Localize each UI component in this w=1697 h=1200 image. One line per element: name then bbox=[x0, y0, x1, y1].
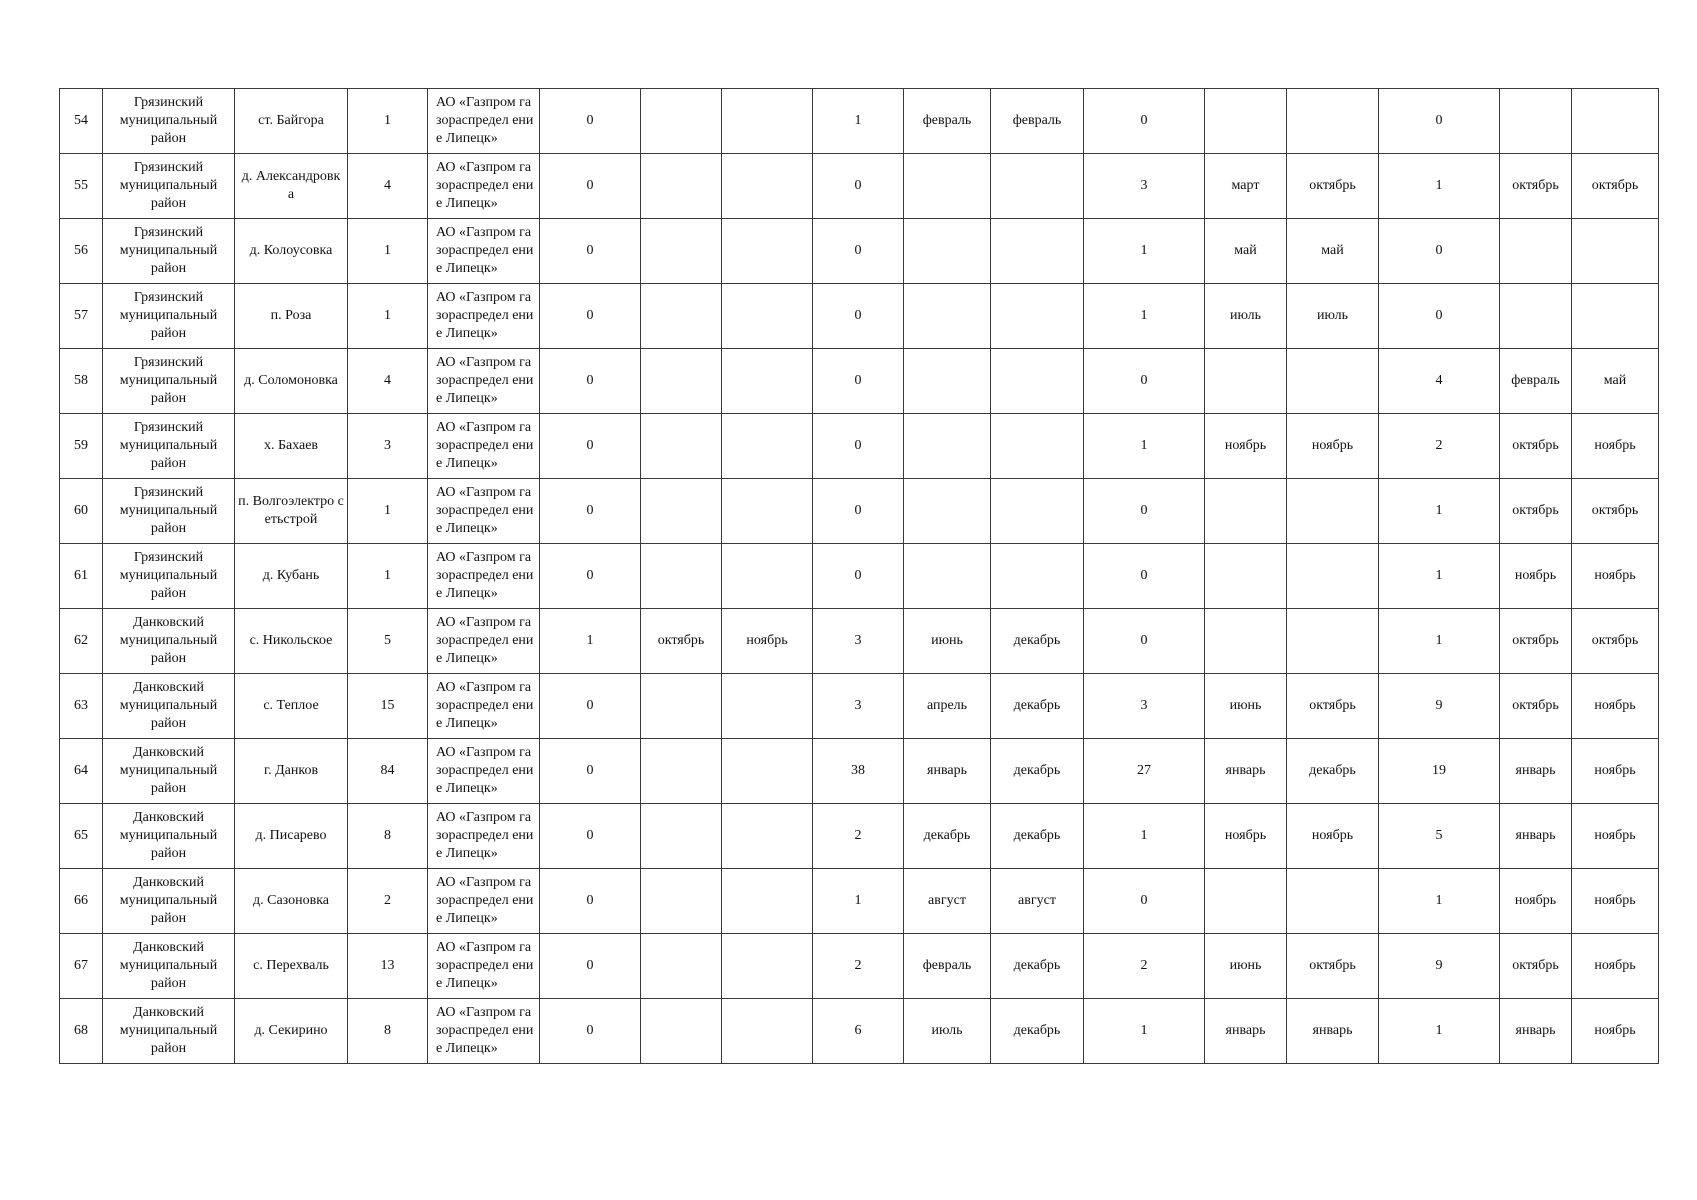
period1-count-cell: 0 bbox=[540, 479, 641, 544]
period3-count-cell: 2 bbox=[1084, 934, 1205, 999]
row-number-cell: 60 bbox=[60, 479, 103, 544]
period1-end-cell bbox=[722, 869, 813, 934]
district-cell: Грязинский муниципальный район bbox=[103, 544, 235, 609]
period3-end-cell bbox=[1287, 349, 1379, 414]
period3-start-cell: март bbox=[1205, 154, 1287, 219]
period4-count-cell: 9 bbox=[1379, 934, 1500, 999]
period2-start-cell: август bbox=[904, 869, 991, 934]
period3-end-cell: ноябрь bbox=[1287, 804, 1379, 869]
period3-start-cell bbox=[1205, 544, 1287, 609]
district-cell: Данковский муниципальный район bbox=[103, 739, 235, 804]
row-number-cell: 65 bbox=[60, 804, 103, 869]
period4-start-cell: ноябрь bbox=[1500, 544, 1572, 609]
period2-end-cell bbox=[991, 544, 1084, 609]
table-row bbox=[60, 869, 1659, 934]
period3-end-cell bbox=[1287, 609, 1379, 674]
period3-count-cell: 1 bbox=[1084, 284, 1205, 349]
period1-count-cell: 1 bbox=[540, 609, 641, 674]
period1-count-cell: 0 bbox=[540, 999, 641, 1064]
period3-start-cell bbox=[1205, 479, 1287, 544]
period1-start-cell bbox=[641, 999, 722, 1064]
period3-count-cell: 27 bbox=[1084, 739, 1205, 804]
period3-start-cell: январь bbox=[1205, 999, 1287, 1064]
organization-cell: АО «Газпром газораспредел ение Липецк» bbox=[428, 479, 540, 544]
period1-start-cell bbox=[641, 544, 722, 609]
period2-count-cell: 0 bbox=[813, 479, 904, 544]
period3-start-cell: июнь bbox=[1205, 934, 1287, 999]
period3-count-cell: 0 bbox=[1084, 479, 1205, 544]
settlement-cell: д. Соломоновка bbox=[235, 349, 348, 414]
period3-count-cell: 0 bbox=[1084, 544, 1205, 609]
period1-count-cell: 0 bbox=[540, 674, 641, 739]
total-count-cell: 5 bbox=[348, 609, 428, 674]
period1-end-cell bbox=[722, 934, 813, 999]
period3-start-cell: январь bbox=[1205, 739, 1287, 804]
period2-start-cell: декабрь bbox=[904, 804, 991, 869]
period4-end-cell bbox=[1572, 284, 1659, 349]
period3-end-cell: ноябрь bbox=[1287, 414, 1379, 479]
settlement-cell: с. Никольское bbox=[235, 609, 348, 674]
total-count-cell: 2 bbox=[348, 869, 428, 934]
organization-cell: АО «Газпром газораспредел ение Липецк» bbox=[428, 284, 540, 349]
settlement-cell: д. Секирино bbox=[235, 999, 348, 1064]
district-cell: Грязинский муниципальный район bbox=[103, 479, 235, 544]
period3-start-cell: ноябрь bbox=[1205, 414, 1287, 479]
period4-count-cell: 4 bbox=[1379, 349, 1500, 414]
period2-count-cell: 1 bbox=[813, 89, 904, 154]
period1-count-cell: 0 bbox=[540, 414, 641, 479]
district-cell: Грязинский муниципальный район bbox=[103, 284, 235, 349]
period1-count-cell: 0 bbox=[540, 349, 641, 414]
period4-count-cell: 1 bbox=[1379, 544, 1500, 609]
total-count-cell: 4 bbox=[348, 154, 428, 219]
period4-start-cell: ноябрь bbox=[1500, 869, 1572, 934]
organization-cell: АО «Газпром газораспредел ение Липецк» bbox=[428, 609, 540, 674]
period1-count-cell: 0 bbox=[540, 89, 641, 154]
total-count-cell: 1 bbox=[348, 479, 428, 544]
settlement-cell: ст. Байгора bbox=[235, 89, 348, 154]
period1-end-cell bbox=[722, 999, 813, 1064]
district-cell: Данковский муниципальный район bbox=[103, 804, 235, 869]
period1-start-cell bbox=[641, 414, 722, 479]
organization-cell: АО «Газпром газораспредел ение Липецк» bbox=[428, 934, 540, 999]
period4-end-cell: май bbox=[1572, 349, 1659, 414]
total-count-cell: 4 bbox=[348, 349, 428, 414]
period4-start-cell: январь bbox=[1500, 739, 1572, 804]
period3-count-cell: 1 bbox=[1084, 414, 1205, 479]
period1-end-cell bbox=[722, 674, 813, 739]
period4-start-cell: февраль bbox=[1500, 349, 1572, 414]
period3-end-cell bbox=[1287, 869, 1379, 934]
period2-start-cell bbox=[904, 544, 991, 609]
row-number-cell: 58 bbox=[60, 349, 103, 414]
table-body bbox=[60, 89, 1659, 1064]
table-row bbox=[60, 89, 1659, 154]
period2-start-cell: апрель bbox=[904, 674, 991, 739]
period3-end-cell: январь bbox=[1287, 999, 1379, 1064]
period2-end-cell: декабрь bbox=[991, 934, 1084, 999]
organization-cell: АО «Газпром газораспредел ение Липецк» bbox=[428, 804, 540, 869]
period4-start-cell bbox=[1500, 284, 1572, 349]
period3-end-cell: июль bbox=[1287, 284, 1379, 349]
period4-count-cell: 0 bbox=[1379, 219, 1500, 284]
period1-count-cell: 0 bbox=[540, 739, 641, 804]
period2-start-cell bbox=[904, 349, 991, 414]
period4-end-cell: ноябрь bbox=[1572, 804, 1659, 869]
period2-start-cell bbox=[904, 414, 991, 479]
total-count-cell: 1 bbox=[348, 219, 428, 284]
organization-cell: АО «Газпром газораспредел ение Липецк» bbox=[428, 349, 540, 414]
settlement-cell: х. Бахаев bbox=[235, 414, 348, 479]
table-row bbox=[60, 739, 1659, 804]
district-cell: Данковский муниципальный район bbox=[103, 869, 235, 934]
settlement-cell: с. Перехваль bbox=[235, 934, 348, 999]
period4-count-cell: 1 bbox=[1379, 999, 1500, 1064]
organization-cell: АО «Газпром газораспредел ение Липецк» bbox=[428, 544, 540, 609]
table-row bbox=[60, 804, 1659, 869]
period2-count-cell: 0 bbox=[813, 219, 904, 284]
period1-count-cell: 0 bbox=[540, 284, 641, 349]
period2-end-cell bbox=[991, 479, 1084, 544]
settlement-cell: д. Александровк а bbox=[235, 154, 348, 219]
period3-count-cell: 1 bbox=[1084, 999, 1205, 1064]
period2-count-cell: 2 bbox=[813, 934, 904, 999]
period3-end-cell: октябрь bbox=[1287, 154, 1379, 219]
period4-end-cell: октябрь bbox=[1572, 154, 1659, 219]
period3-count-cell: 0 bbox=[1084, 609, 1205, 674]
period3-end-cell: октябрь bbox=[1287, 674, 1379, 739]
period4-count-cell: 5 bbox=[1379, 804, 1500, 869]
period2-start-cell: февраль bbox=[904, 89, 991, 154]
total-count-cell: 8 bbox=[348, 999, 428, 1064]
period2-start-cell bbox=[904, 479, 991, 544]
settlement-cell: д. Кубань bbox=[235, 544, 348, 609]
period2-count-cell: 1 bbox=[813, 869, 904, 934]
period4-start-cell: январь bbox=[1500, 804, 1572, 869]
period4-start-cell bbox=[1500, 219, 1572, 284]
table-row bbox=[60, 544, 1659, 609]
data-table bbox=[59, 88, 1659, 1064]
period1-start-cell bbox=[641, 479, 722, 544]
period4-end-cell: ноябрь bbox=[1572, 674, 1659, 739]
organization-cell: АО «Газпром газораспредел ение Липецк» bbox=[428, 739, 540, 804]
period1-count-cell: 0 bbox=[540, 219, 641, 284]
period4-count-cell: 9 bbox=[1379, 674, 1500, 739]
total-count-cell: 1 bbox=[348, 284, 428, 349]
settlement-cell: д. Сазоновка bbox=[235, 869, 348, 934]
period1-end-cell bbox=[722, 219, 813, 284]
period2-end-cell: февраль bbox=[991, 89, 1084, 154]
district-cell: Грязинский муниципальный район bbox=[103, 219, 235, 284]
row-number-cell: 63 bbox=[60, 674, 103, 739]
period3-count-cell: 3 bbox=[1084, 674, 1205, 739]
table-row bbox=[60, 284, 1659, 349]
period4-end-cell: октябрь bbox=[1572, 479, 1659, 544]
period1-count-cell: 0 bbox=[540, 804, 641, 869]
settlement-cell: п. Роза bbox=[235, 284, 348, 349]
period2-start-cell: июль bbox=[904, 999, 991, 1064]
period4-end-cell: ноябрь bbox=[1572, 999, 1659, 1064]
period2-count-cell: 38 bbox=[813, 739, 904, 804]
period2-end-cell: декабрь bbox=[991, 739, 1084, 804]
district-cell: Данковский муниципальный район bbox=[103, 934, 235, 999]
period1-start-cell bbox=[641, 284, 722, 349]
period1-start-cell bbox=[641, 349, 722, 414]
row-number-cell: 61 bbox=[60, 544, 103, 609]
period4-count-cell: 1 bbox=[1379, 869, 1500, 934]
period2-start-cell: январь bbox=[904, 739, 991, 804]
period2-start-cell: февраль bbox=[904, 934, 991, 999]
period4-start-cell: октябрь bbox=[1500, 674, 1572, 739]
row-number-cell: 57 bbox=[60, 284, 103, 349]
period4-start-cell: октябрь bbox=[1500, 414, 1572, 479]
period4-start-cell: октябрь bbox=[1500, 479, 1572, 544]
period3-start-cell bbox=[1205, 609, 1287, 674]
district-cell: Грязинский муниципальный район bbox=[103, 349, 235, 414]
period1-end-cell bbox=[722, 739, 813, 804]
period2-count-cell: 0 bbox=[813, 544, 904, 609]
period1-end-cell bbox=[722, 349, 813, 414]
total-count-cell: 1 bbox=[348, 544, 428, 609]
period4-count-cell: 1 bbox=[1379, 479, 1500, 544]
period3-start-cell bbox=[1205, 89, 1287, 154]
settlement-cell: д. Колоусовка bbox=[235, 219, 348, 284]
period3-start-cell: июнь bbox=[1205, 674, 1287, 739]
district-cell: Грязинский муниципальный район bbox=[103, 154, 235, 219]
period2-count-cell: 3 bbox=[813, 674, 904, 739]
table-row bbox=[60, 154, 1659, 219]
period2-start-cell bbox=[904, 284, 991, 349]
row-number-cell: 67 bbox=[60, 934, 103, 999]
period3-end-cell bbox=[1287, 89, 1379, 154]
period3-start-cell bbox=[1205, 349, 1287, 414]
row-number-cell: 56 bbox=[60, 219, 103, 284]
period4-count-cell: 0 bbox=[1379, 284, 1500, 349]
total-count-cell: 84 bbox=[348, 739, 428, 804]
period3-end-cell bbox=[1287, 544, 1379, 609]
period2-start-cell bbox=[904, 219, 991, 284]
organization-cell: АО «Газпром газораспредел ение Липецк» bbox=[428, 999, 540, 1064]
district-cell: Данковский муниципальный район bbox=[103, 609, 235, 674]
period3-count-cell: 1 bbox=[1084, 219, 1205, 284]
period4-start-cell: январь bbox=[1500, 999, 1572, 1064]
total-count-cell: 8 bbox=[348, 804, 428, 869]
table-row bbox=[60, 414, 1659, 479]
row-number-cell: 66 bbox=[60, 869, 103, 934]
period1-count-cell: 0 bbox=[540, 544, 641, 609]
period4-count-cell: 2 bbox=[1379, 414, 1500, 479]
period4-count-cell: 19 bbox=[1379, 739, 1500, 804]
settlement-cell: п. Волгоэлектро сетьстрой bbox=[235, 479, 348, 544]
district-cell: Данковский муниципальный район bbox=[103, 999, 235, 1064]
period3-end-cell: декабрь bbox=[1287, 739, 1379, 804]
period2-start-cell: июнь bbox=[904, 609, 991, 674]
period2-end-cell: декабрь bbox=[991, 999, 1084, 1064]
row-number-cell: 64 bbox=[60, 739, 103, 804]
organization-cell: АО «Газпром газораспредел ение Липецк» bbox=[428, 674, 540, 739]
period1-start-cell bbox=[641, 869, 722, 934]
period4-end-cell: ноябрь bbox=[1572, 544, 1659, 609]
period2-count-cell: 0 bbox=[813, 414, 904, 479]
period3-start-cell bbox=[1205, 869, 1287, 934]
period1-end-cell bbox=[722, 479, 813, 544]
period1-end-cell bbox=[722, 414, 813, 479]
period3-count-cell: 3 bbox=[1084, 154, 1205, 219]
period1-start-cell bbox=[641, 219, 722, 284]
period2-end-cell bbox=[991, 219, 1084, 284]
organization-cell: АО «Газпром газораспредел ение Липецк» bbox=[428, 869, 540, 934]
settlement-cell: д. Писарево bbox=[235, 804, 348, 869]
row-number-cell: 68 bbox=[60, 999, 103, 1064]
period2-end-cell: декабрь bbox=[991, 674, 1084, 739]
settlement-cell: г. Данков bbox=[235, 739, 348, 804]
table-row bbox=[60, 674, 1659, 739]
district-cell: Грязинский муниципальный район bbox=[103, 89, 235, 154]
period1-start-cell: октябрь bbox=[641, 609, 722, 674]
period1-start-cell bbox=[641, 674, 722, 739]
period1-start-cell bbox=[641, 804, 722, 869]
period4-count-cell: 1 bbox=[1379, 609, 1500, 674]
table-row bbox=[60, 999, 1659, 1064]
period1-start-cell bbox=[641, 154, 722, 219]
period1-start-cell bbox=[641, 89, 722, 154]
period4-count-cell: 1 bbox=[1379, 154, 1500, 219]
period4-end-cell: ноябрь bbox=[1572, 739, 1659, 804]
total-count-cell: 13 bbox=[348, 934, 428, 999]
period4-count-cell: 0 bbox=[1379, 89, 1500, 154]
organization-cell: АО «Газпром газораспредел ение Липецк» bbox=[428, 154, 540, 219]
period2-end-cell: декабрь bbox=[991, 609, 1084, 674]
period2-count-cell: 0 bbox=[813, 154, 904, 219]
period2-count-cell: 0 bbox=[813, 284, 904, 349]
table-row bbox=[60, 609, 1659, 674]
period4-start-cell bbox=[1500, 89, 1572, 154]
period2-end-cell: август bbox=[991, 869, 1084, 934]
row-number-cell: 59 bbox=[60, 414, 103, 479]
period2-count-cell: 0 bbox=[813, 349, 904, 414]
period2-end-cell bbox=[991, 414, 1084, 479]
total-count-cell: 3 bbox=[348, 414, 428, 479]
period4-end-cell bbox=[1572, 89, 1659, 154]
organization-cell: АО «Газпром газораспредел ение Липецк» bbox=[428, 89, 540, 154]
period4-end-cell: ноябрь bbox=[1572, 414, 1659, 479]
period4-start-cell: октябрь bbox=[1500, 934, 1572, 999]
period3-count-cell: 1 bbox=[1084, 804, 1205, 869]
period3-start-cell: июль bbox=[1205, 284, 1287, 349]
period1-start-cell bbox=[641, 934, 722, 999]
row-number-cell: 62 bbox=[60, 609, 103, 674]
settlement-cell: с. Теплое bbox=[235, 674, 348, 739]
district-cell: Данковский муниципальный район bbox=[103, 674, 235, 739]
period2-count-cell: 2 bbox=[813, 804, 904, 869]
period3-start-cell: ноябрь bbox=[1205, 804, 1287, 869]
period2-end-cell bbox=[991, 154, 1084, 219]
period1-end-cell bbox=[722, 284, 813, 349]
row-number-cell: 55 bbox=[60, 154, 103, 219]
table-row bbox=[60, 479, 1659, 544]
organization-cell: АО «Газпром газораспредел ение Липецк» bbox=[428, 414, 540, 479]
district-cell: Грязинский муниципальный район bbox=[103, 414, 235, 479]
total-count-cell: 15 bbox=[348, 674, 428, 739]
period1-count-cell: 0 bbox=[540, 934, 641, 999]
period1-end-cell bbox=[722, 154, 813, 219]
period3-end-cell: октябрь bbox=[1287, 934, 1379, 999]
period4-end-cell: октябрь bbox=[1572, 609, 1659, 674]
period2-end-cell bbox=[991, 284, 1084, 349]
period3-end-cell bbox=[1287, 479, 1379, 544]
period2-end-cell bbox=[991, 349, 1084, 414]
period1-end-cell bbox=[722, 804, 813, 869]
period2-end-cell: декабрь bbox=[991, 804, 1084, 869]
period3-count-cell: 0 bbox=[1084, 89, 1205, 154]
period3-count-cell: 0 bbox=[1084, 349, 1205, 414]
period4-end-cell: ноябрь bbox=[1572, 934, 1659, 999]
period1-end-cell bbox=[722, 544, 813, 609]
period1-count-cell: 0 bbox=[540, 154, 641, 219]
period2-count-cell: 6 bbox=[813, 999, 904, 1064]
row-number-cell: 54 bbox=[60, 89, 103, 154]
organization-cell: АО «Газпром газораспредел ение Липецк» bbox=[428, 219, 540, 284]
table-row bbox=[60, 349, 1659, 414]
period1-end-cell: ноябрь bbox=[722, 609, 813, 674]
period3-end-cell: май bbox=[1287, 219, 1379, 284]
period2-count-cell: 3 bbox=[813, 609, 904, 674]
period4-start-cell: октябрь bbox=[1500, 154, 1572, 219]
period3-start-cell: май bbox=[1205, 219, 1287, 284]
period4-start-cell: октябрь bbox=[1500, 609, 1572, 674]
period4-end-cell bbox=[1572, 219, 1659, 284]
total-count-cell: 1 bbox=[348, 89, 428, 154]
period1-start-cell bbox=[641, 739, 722, 804]
period1-end-cell bbox=[722, 89, 813, 154]
period1-count-cell: 0 bbox=[540, 869, 641, 934]
period2-start-cell bbox=[904, 154, 991, 219]
period3-count-cell: 0 bbox=[1084, 869, 1205, 934]
table-row bbox=[60, 934, 1659, 999]
table-row bbox=[60, 219, 1659, 284]
period4-end-cell: ноябрь bbox=[1572, 869, 1659, 934]
